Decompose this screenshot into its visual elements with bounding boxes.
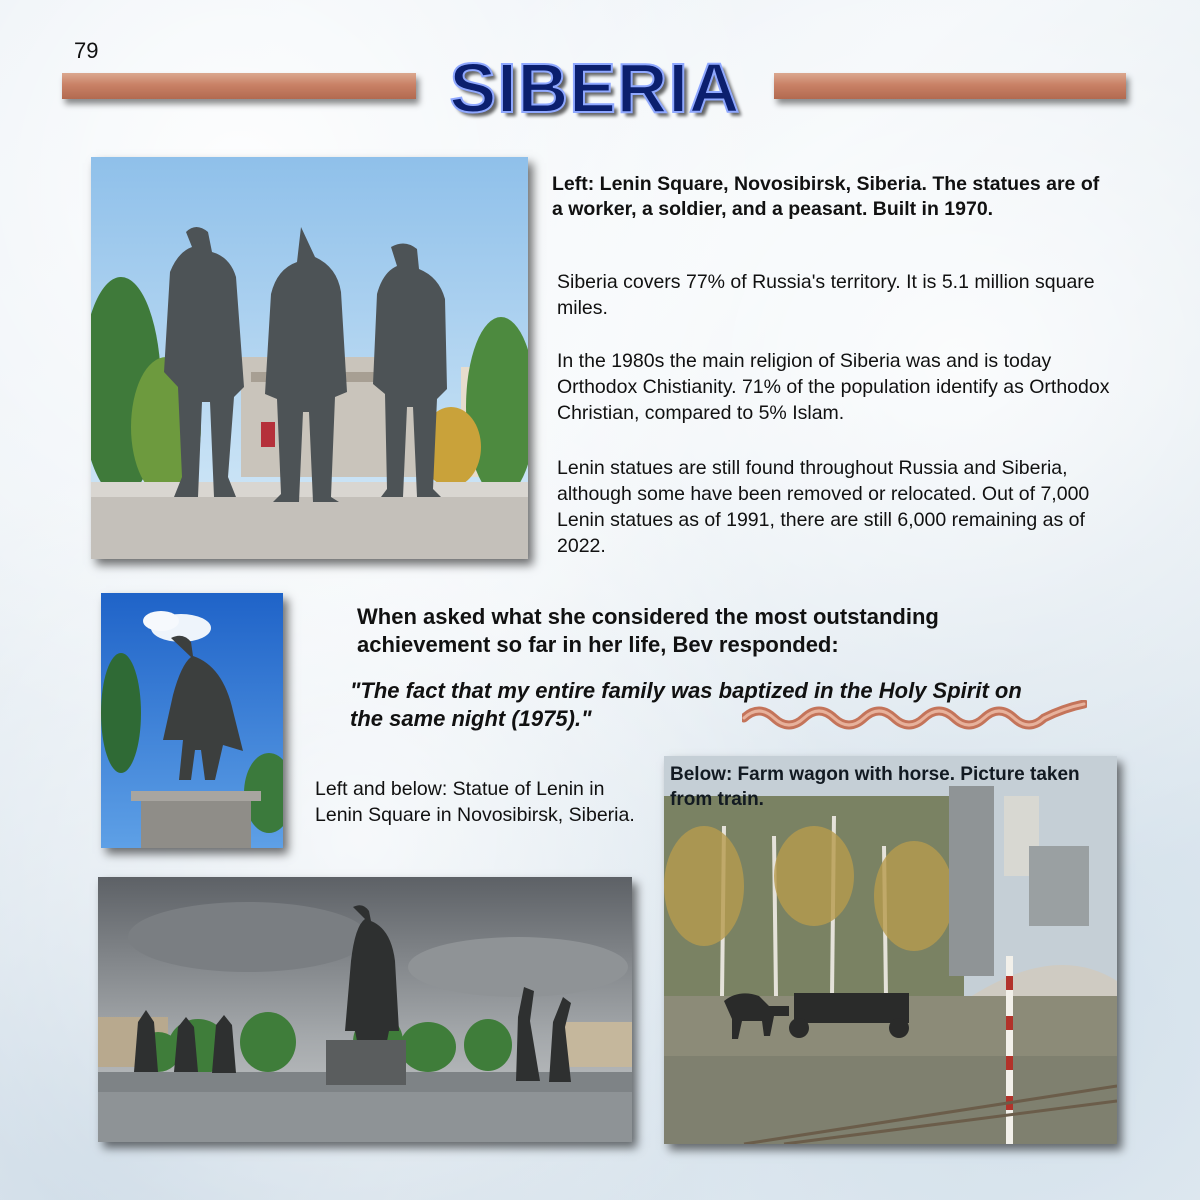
- caption-farm-wagon: Below: Farm wagon with horse. Picture taken from train.: [670, 764, 1080, 810]
- photo-lenin-square-statues: [91, 157, 528, 559]
- paragraph-lenin-statues: Lenin statues are still found throughout Russia and Siberia, although some have been removed or relocated. Out of 7,000 Lenin statues as of 1991, there are still 6,000 remaining as of 2022.: [557, 457, 1090, 557]
- paragraph-territory: Siberia covers 77% of Russia's territory. It is 5.1 million square miles.: [557, 271, 1095, 319]
- caption-lenin-square: Left: Lenin Square, Novosibirsk, Siberia. The statues are of a worker, a soldier, and a peasant. Built in 1970.: [552, 173, 1100, 220]
- page-number: 79: [74, 38, 99, 63]
- caption-lenin-statue: Left and below: Statue of Lenin in Lenin Square in Novosibirsk, Siberia.: [315, 778, 635, 826]
- photo-lenin-statue: [101, 593, 283, 848]
- paragraph-religion: In the 1980s the main religion of Siberia was and is today Orthodox Chistianity. 71% of the population identify as Orthodox Christian, compared to 5% Islam.: [557, 350, 1110, 424]
- bev-quote: "The fact that my entire family was baptized in the Holy Spirit on the same night (1975).": [350, 678, 1022, 731]
- photo-lenin-square-panorama: [98, 877, 632, 1142]
- decorative-squiggle: [742, 700, 1087, 734]
- title-bar-right: [774, 73, 1126, 99]
- title-bar-left: [62, 73, 416, 99]
- photo-farm-wagon: [664, 756, 1117, 1144]
- quote-intro: When asked what she considered the most outstanding achievement so far in her life, Bev responded:: [357, 604, 939, 657]
- page-title: SIBERIA: [449, 49, 741, 127]
